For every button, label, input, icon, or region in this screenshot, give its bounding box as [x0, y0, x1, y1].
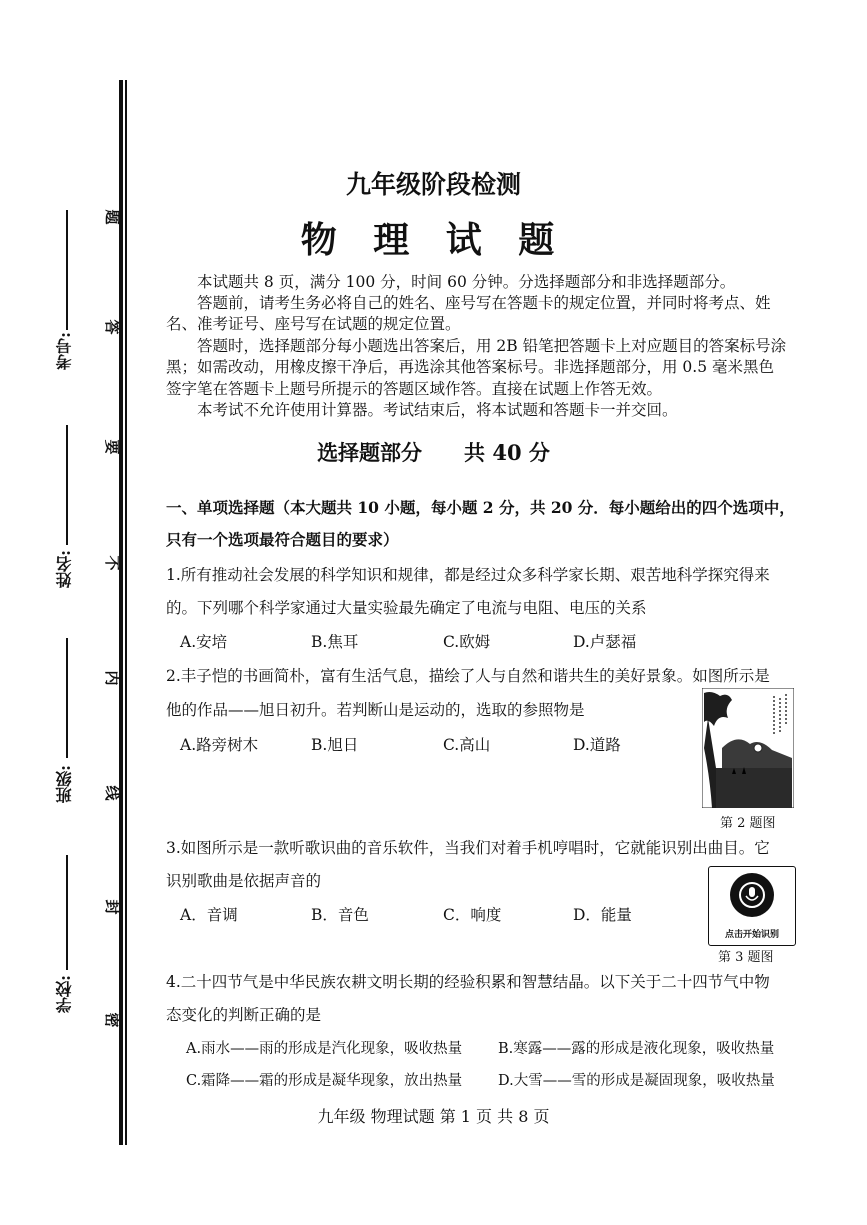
q3-figure-caption: 第 3 题图: [718, 950, 774, 965]
q1-option-c: C.欧姆: [443, 633, 491, 651]
q2-option-c: C.高山: [443, 736, 491, 754]
q3-option-a: A．音调: [180, 906, 238, 924]
microphone-icon: [709, 869, 795, 925]
q1-option-d: D.卢瑟福: [573, 633, 637, 651]
part1-heading-line2: 只有一个选项最符合题目的要求）: [166, 530, 399, 549]
school-label: 学校:: [55, 975, 74, 1013]
q2-painting-image: [702, 688, 794, 808]
instruction-line-3: 名、准考证号、座号写在试题的规定位置。: [166, 315, 461, 333]
exam-title: 九年级阶段检测: [345, 170, 521, 199]
part1-heading-line1: 一、单项选择题（本大题共 10 小题，每小题 2 分，共 20 分．每小题给出的四个选项中，: [166, 498, 795, 517]
page-footer: 九年级 物理试题 第 1 页 共 8 页: [317, 1107, 550, 1126]
q2-figure-caption: 第 2 题图: [720, 816, 776, 831]
q3-option-d: D．能量: [573, 906, 632, 924]
instruction-line-2: 答题前，请考生务必将自己的姓名、座号写在答题卡的规定位置，并同时将考点、姓: [197, 294, 771, 312]
q1-text-line1: 1.所有推动社会发展的科学知识和规律，都是经过众多科学家长期、艰苦地科学探究得来: [166, 566, 770, 584]
q2-option-a: A.路旁树木: [180, 736, 259, 754]
margin-char-1: 题: [103, 209, 121, 225]
school-blank: [66, 855, 68, 970]
subject-title: 物 理 试 题: [300, 219, 567, 261]
q4-text-line1: 4.二十四节气是中华民族农耕文明长期的经验积累和智慧结晶。以下关于二十四节气中物: [166, 973, 770, 991]
exam-number-label: 考号:: [55, 332, 74, 370]
instruction-line-6: 签字笔在答题卡上题号所提示的答题区域作答。直接在试题上作答无效。: [166, 380, 663, 398]
q2-option-d: D.道路: [573, 736, 621, 754]
q4-option-d: D.大雪——雪的形成是凝固现象，吸收热量: [498, 1073, 775, 1089]
q2-text-line2: 他的作品——旭日初升。若判断山是运动的，选取的参照物是: [166, 701, 585, 719]
margin-char-2: 答: [103, 319, 121, 335]
margin-char-3: 要: [103, 439, 121, 455]
q3-option-c: C．响度: [443, 906, 502, 924]
q1-text-line2: 的。下列哪个科学家通过大量实验最先确定了电流与电阻、电压的关系: [166, 599, 647, 617]
q1-option-a: A.安培: [180, 633, 228, 651]
instruction-line-7: 本考试不允许使用计算器。考试结束后，将本试题和答题卡一并交回。: [197, 401, 678, 419]
q4-text-line2: 态变化的判断正确的是: [166, 1006, 322, 1024]
instruction-line-5: 黑；如需改动，用橡皮擦干净后，再选涂其他答案标号。非选择题部分，用 0.5 毫米黑色: [166, 358, 775, 376]
instruction-line-1: 本试题共 8 页，满分 100 分，时间 60 分钟。分选择题部分和非选择题部分。: [197, 273, 736, 291]
q2-text-line1: 2.丰子恺的书画简朴，富有生活气息，描绘了人与自然和谐共生的美好景象。如图所示是: [166, 667, 770, 685]
margin-char-7: 封: [103, 899, 121, 915]
q4-option-c: C.霜降——霜的形成是凝华现象，放出热量: [186, 1073, 463, 1089]
q4-option-a: A.雨水——雨的形成是汽化现象，吸收热量: [186, 1041, 463, 1057]
margin-char-5: 内: [103, 670, 121, 686]
section-title: 选择题部分 共 40 分: [317, 440, 550, 465]
q3-text-line1: 3.如图所示是一款听歌识曲的音乐软件，当我们对着手机哼唱时，它就能识别出曲目。它: [166, 839, 770, 857]
q3-text-line2: 识别歌曲是依据声音的: [166, 872, 322, 890]
margin-char-8: 密: [103, 1012, 121, 1028]
q3-app-image: [708, 866, 796, 946]
q1-option-b: B.焦耳: [311, 633, 359, 651]
class-blank: [66, 638, 68, 758]
q3-option-b: B．音色: [311, 906, 369, 924]
q4-option-b: B.寒露——露的形成是液化现象，吸收热量: [498, 1041, 775, 1057]
margin-char-6: 线: [103, 785, 121, 801]
name-label: 姓名:: [55, 550, 74, 588]
q2-option-b: B.旭日: [311, 736, 359, 754]
margin-char-4: 不: [103, 555, 121, 571]
class-label: 班级:: [55, 765, 74, 803]
q3-app-text: 点击开始识别: [724, 930, 779, 940]
instruction-line-4: 答题时，选择题部分每小题选出答案后，用 2B 铅笔把答题卡上对应题目的答案标号涂: [197, 337, 787, 355]
